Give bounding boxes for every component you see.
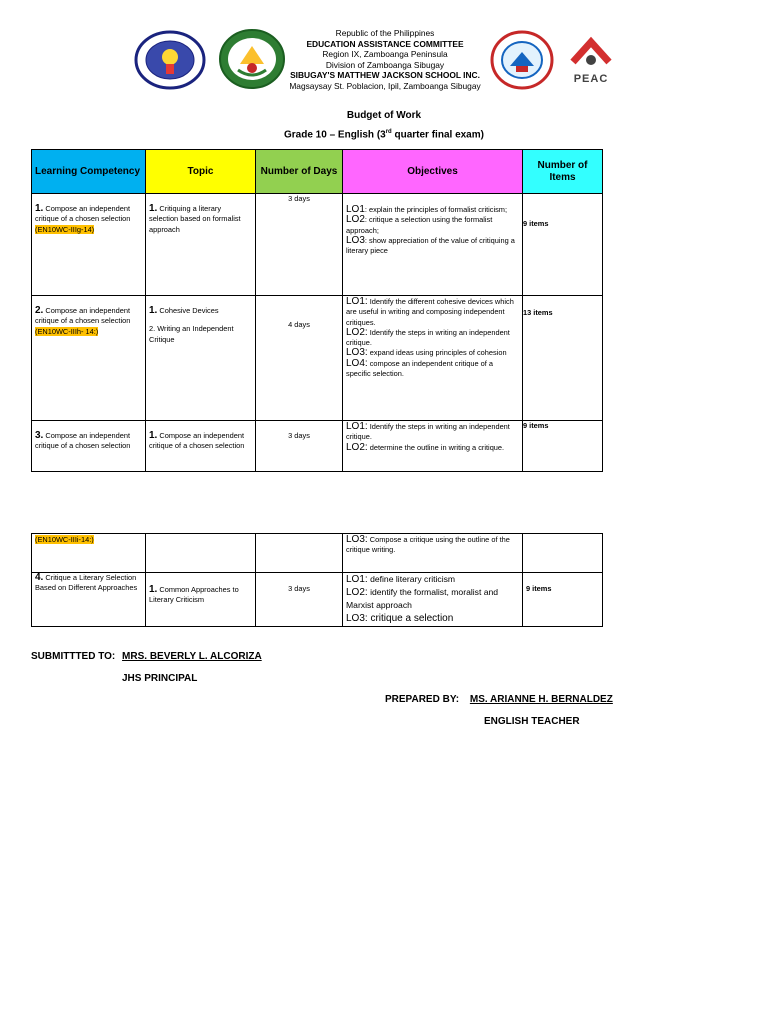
days-cell [256,534,343,573]
topic-cell: 1. Cohesive Devices 2. Writing an Independent Critique [146,296,256,421]
header-line-school: SIBUGAY'S MATTHEW JACKSON SCHOOL INC. [290,70,480,81]
table-row [32,194,603,296]
competency-code: (EN10WC-IIIi-14:) [35,535,94,544]
items-cell: 9 items [523,194,603,296]
header-line-committee: EDUCATION ASSISTANCE COMMITTEE [306,38,464,49]
prepared-name: MS. ARIANNE H. BERNALDEZ [469,694,613,705]
header-line-division: Division of Zamboanga Sibugay [325,59,445,70]
header-topic: Topic [146,150,256,194]
prepared-role: ENGLISH TEACHER [484,716,580,727]
topic-cell: 1. Critiquing a literary selection based on formalist approach [146,194,256,296]
header-line-region: Region IX, Zamboanga Peninsula [322,49,448,60]
deped-seal-logo [133,30,207,90]
days-cell: 3 days [256,573,343,627]
prepared-by [385,694,613,705]
document-subtitle: Grade 10 – English (3rd quarter final exam) [284,129,484,141]
days-cell: 4 days [256,296,343,421]
budget-table-continued [31,533,603,627]
submitted-name: MRS. BEVERLY L. ALCORIZA [122,651,262,662]
header-objectives: Objectives [343,150,523,194]
letterhead [260,28,510,92]
table-row [32,421,603,472]
table-header-row [32,150,603,194]
header-line-republic: Republic of the Philippines [335,28,435,38]
objectives-cell: LO1: Identify the steps in writing an independent critique. LO2: determine the outline in writing a critique. [343,421,523,472]
objectives-cell: LO1: explain the principles of formalist criticism; LO2: critique a selection using the formalist approach; LO3: show appreciation of the value of critiquing a literary piece [343,194,523,296]
table-row [32,573,603,627]
competency-cell: 4. Critique a Literary Selection Based on Different Approaches [32,573,146,627]
submitted-to [31,651,262,662]
header-learning-competency: Learning Competency [32,150,146,194]
table-row [32,296,603,421]
header-number-of-items: Number of Items [523,150,603,194]
submitted-role: JHS PRINCIPAL [122,673,198,684]
competency-code: (EN10WC-IIIg-14) [35,224,95,234]
header-number-of-days: Number of Days [256,150,343,194]
topic-cell: 1. Common Approaches to Literary Criticism [146,573,256,627]
document-title: Budget of Work [346,110,422,121]
header-line-address: Magsaysay St. Poblacion, Ipil, Zamboanga Sibugay [289,80,481,91]
prepared-label: PREPARED BY: [385,694,460,705]
days-cell: 3 days [256,421,343,472]
topic-cell [146,534,256,573]
items-cell: 9 items [523,573,603,627]
peac-logo-text: PEAC [573,73,609,85]
competency-code: (EN10WC-IIIh- 14:) [35,326,99,336]
budget-table [31,149,603,472]
peac-logo [565,34,617,86]
competency-cell [32,534,146,573]
table-row [32,534,603,573]
objectives-cell: LO3: Compose a critique using the outline of the critique writing. [343,534,523,573]
items-cell: 13 items [523,296,603,421]
submitted-label: SUBMITTTED TO: [31,651,116,662]
competency-cell: 1. Compose an independent critique of a chosen selection (EN10WC-IIIg-14) [32,194,146,296]
topic-cell: 1. Compose an independent critique of a chosen selection [146,421,256,472]
items-cell [523,534,603,573]
competency-cell: 3. Compose an independent critique of a chosen selection [32,421,146,472]
days-cell: 3 days [256,194,343,296]
competency-cell: 2. Compose an independent critique of a chosen selection (EN10WC-IIIh- 14:) [32,296,146,421]
objectives-cell: LO1: Identify the different cohesive devices which are useful in writing and composing independent critiques. LO2: Identify the steps in writing an independent critique. LO3: expand ideas using principles of cohesion LO4: compose an independent critique of a specific selection. [343,296,523,421]
objectives-cell: LO1: define literary criticism LO2: identify the formalist, moralist and Marxist approach LO3: critique a selection [343,573,523,627]
items-cell: 9 items [523,421,603,472]
